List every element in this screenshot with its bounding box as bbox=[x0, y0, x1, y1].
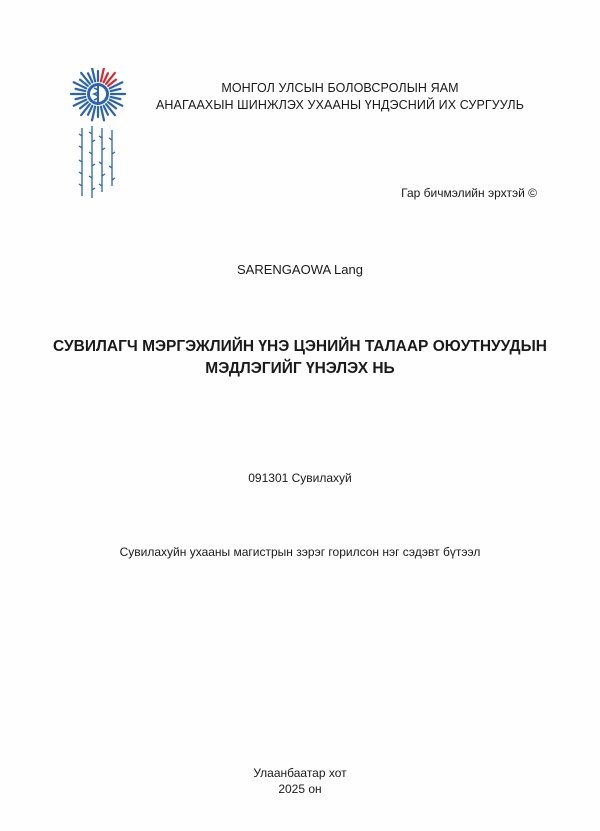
program-code: 091301 Сувилахуй bbox=[248, 471, 352, 485]
emblem-ray bbox=[101, 68, 104, 81]
degree-statement: Сувилахуйн ухааны магистрын зэрэг горилсон нэг сэдэвт бүтээл bbox=[119, 545, 481, 559]
thesis-title-line-2: МЭДЛЭГИЙГ ҮНЭЛЭХ НЬ bbox=[205, 360, 395, 377]
thesis-title-line-1: СУВИЛАГЧ МЭРГЭЖЛИЙН ҮНЭ ЦЭНИЙН ТАЛААР ОЮУТНУУДЫН bbox=[53, 338, 547, 355]
city: Улаанбаатар хот bbox=[253, 766, 347, 780]
emblem-ray bbox=[92, 68, 95, 81]
copyright-notice: Гар бичмэлийн эрхтэй © bbox=[401, 186, 537, 200]
emblem-ray bbox=[92, 107, 95, 121]
author-name: SARENGAOWA Lang bbox=[237, 262, 363, 277]
year: 2025 он bbox=[278, 782, 322, 796]
emblem-mongolian-script bbox=[79, 126, 115, 198]
university-name: АНАГААХЫН ШИНЖЛЭХ УХААНЫ ҮНДЭСНИЙ ИХ СУРГУУЛЬ bbox=[155, 98, 525, 112]
university-emblem-icon bbox=[68, 68, 128, 202]
emblem-ray bbox=[111, 97, 121, 99]
emblem-ray bbox=[76, 89, 86, 91]
place-and-year bbox=[0, 765, 600, 797]
thesis-title bbox=[40, 336, 560, 380]
institution-header bbox=[140, 80, 540, 114]
emblem-ray bbox=[111, 89, 121, 91]
emblem-ray bbox=[76, 97, 86, 99]
ministry-name: МОНГОЛ УЛСЫН БОЛОВСРОЛЫН ЯАМ bbox=[221, 81, 459, 95]
emblem-ray bbox=[101, 107, 104, 121]
